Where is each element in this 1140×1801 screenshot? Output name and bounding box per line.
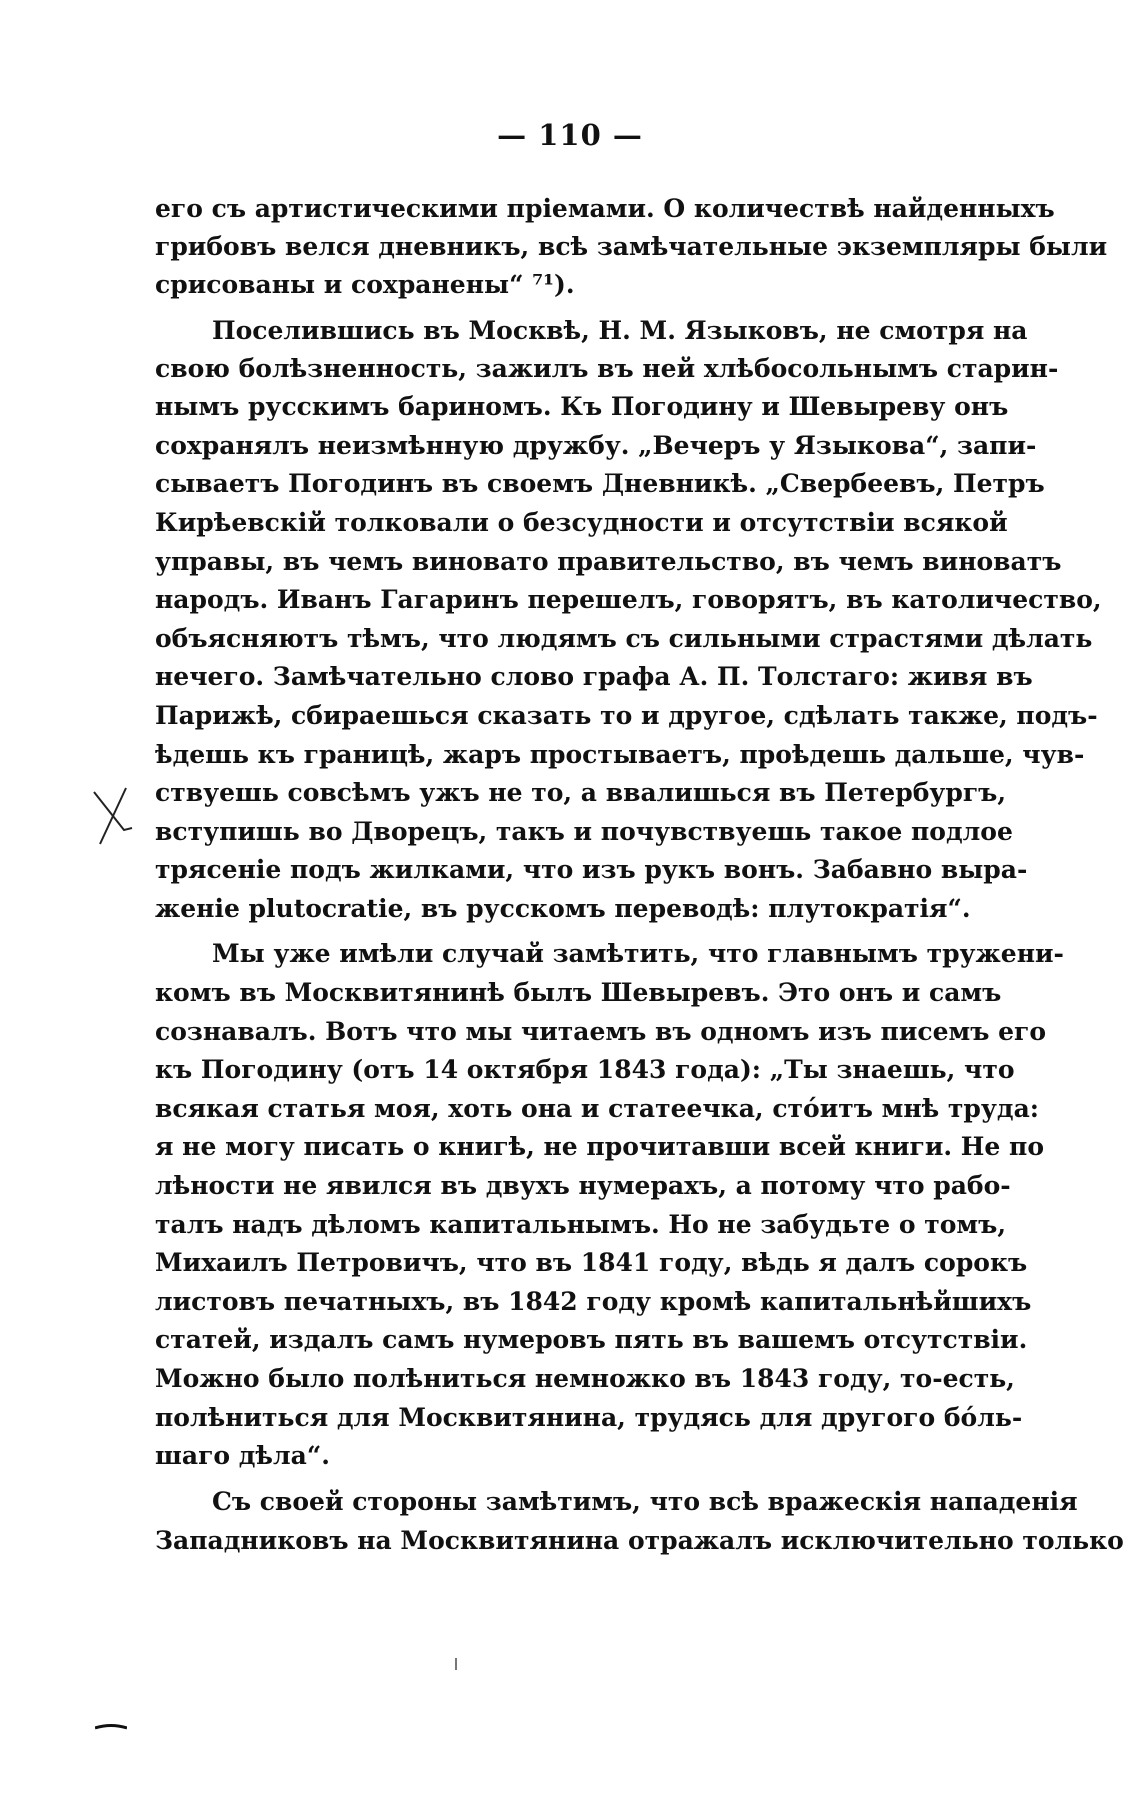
text-line: полѣниться для Москвитянина, трудясь для другого бóль- — [155, 1403, 1023, 1432]
text-line: комъ въ Москвитянинѣ былъ Шевыревъ. Это онъ и самъ — [155, 978, 1002, 1007]
text-line: сываетъ Погодинъ въ своемъ Дневникѣ. „Свербеевъ, Петръ — [155, 469, 1045, 498]
text-line: его съ артистическими пріемами. О количествѣ найденныхъ — [155, 194, 1055, 223]
text-line: свою болѣзненность, зажилъ въ ней хлѣбосольнымъ старин- — [155, 354, 1059, 383]
text-line: Можно было полѣниться немножко въ 1843 году, то-есть, — [155, 1364, 1015, 1393]
text-line: народъ. Иванъ Гагаринъ перешелъ, говорятъ, въ католичество, — [155, 585, 1102, 614]
text-line: сознавалъ. Вотъ что мы читаемъ въ одномъ изъ писемъ его — [155, 1017, 1046, 1046]
text-line: лѣности не явился въ двухъ нумерахъ, а потому что рабо- — [155, 1171, 1011, 1200]
margin-dot — [455, 1658, 457, 1670]
text-line: срисованы и сохранены“ ⁷¹). — [155, 270, 575, 299]
text-line: талъ надъ дѣломъ капитальнымъ. Но не забудьте о томъ, — [155, 1210, 1007, 1239]
text-line: Поселившись въ Москвѣ, Н. М. Языковъ, не смотря на — [212, 316, 1028, 345]
text-line: ствуешь совсѣмъ ужъ не то, а ввалишься въ Петербургъ, — [155, 778, 1007, 807]
handwritten-cross-mark — [88, 780, 138, 850]
text-line: Парижѣ, сбираешься сказать то и другое, сдѣлать также, подъ- — [155, 701, 1098, 730]
text-line: я не могу писать о книгѣ, не прочитавши всей книги. Не по — [155, 1132, 1044, 1161]
text-line: статей, издалъ самъ нумеровъ пять въ вашемъ отсутствіи. — [155, 1325, 1028, 1354]
margin-dash-mark — [95, 1722, 127, 1732]
text-line: объясняютъ тѣмъ, что людямъ съ сильными страстями дѣлать — [155, 624, 1093, 653]
text-line: къ Погодину (отъ 14 октября 1843 года): „Ты знаешь, что — [155, 1055, 1015, 1084]
text-line: ѣдешь къ границѣ, жаръ простываетъ, проѣдешь дальше, чув- — [155, 740, 1085, 769]
text-line: всякая статья моя, хоть она и статеечка, стóитъ мнѣ труда: — [155, 1094, 1039, 1123]
text-line: трясеніе подъ жилками, что изъ рукъ вонъ. Забавно выра- — [155, 855, 1028, 884]
text-line: сохранялъ неизмѣнную дружбу. „Вечеръ у Языкова“, запи- — [155, 431, 1037, 460]
text-line: вступишь во Дворецъ, такъ и почувствуешь такое подлое — [155, 817, 1013, 846]
text-line: женіе plutocratie, въ русскомъ переводѣ: плутократія“. — [155, 894, 971, 923]
page-number: — 110 — — [497, 118, 643, 152]
text-line: шаго дѣла“. — [155, 1441, 330, 1470]
text-line: нечего. Замѣчательно слово графа А. П. Толстаго: живя въ — [155, 662, 1033, 691]
text-line: управы, въ чемъ виновато правительство, въ чемъ виноватъ — [155, 547, 1062, 576]
text-line: Михаилъ Петровичъ, что въ 1841 году, вѣдь я далъ сорокъ — [155, 1248, 1028, 1277]
text-line: грибовъ велся дневникъ, всѣ замѣчательные экземпляры были — [155, 232, 1108, 261]
text-line: Западниковъ на Москвитянина отражалъ исключительно только — [155, 1526, 1124, 1555]
text-line: Съ своей стороны замѣтимъ, что всѣ вражескія нападенія — [212, 1487, 1078, 1516]
text-line: Мы уже имѣли случай замѣтить, что главнымъ тружени- — [212, 939, 1064, 968]
text-line: Кирѣевскій толковали о безсудности и отсутствіи всякой — [155, 508, 1008, 537]
text-line: листовъ печатныхъ, въ 1842 году кромѣ капитальнѣйшихъ — [155, 1287, 1032, 1316]
text-line: нымъ русскимъ бариномъ. Къ Погодину и Шевыреву онъ — [155, 392, 1009, 421]
